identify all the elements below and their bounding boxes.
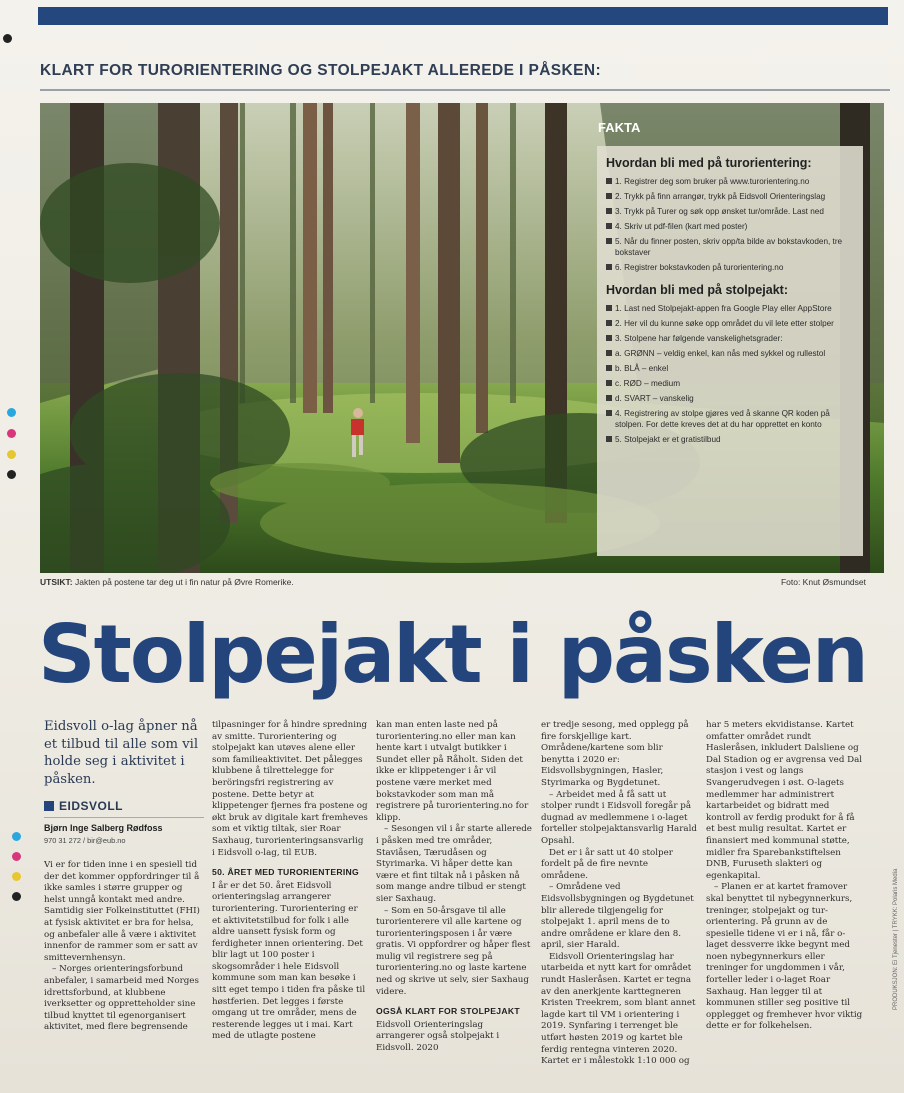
fakta-list-item: 2. Her vil du kunne søke opp området du vil lete etter stolper	[606, 318, 854, 329]
fakta-list-item: 3. Trykk på Turer og søk opp ønsket tur/område. Last ned	[606, 206, 854, 217]
body-paragraph: Eidsvoll Orienteringslag arrangerer også stolpejakt i Eidsvoll. 2020	[376, 1019, 500, 1054]
fakta-list-item: a. GRØNN – veldig enkel, kan nås med sykkel og rullestol	[606, 348, 854, 359]
dateline-marker	[44, 801, 54, 811]
article-column-5	[706, 720, 864, 1033]
body-paragraph: – Som en 50-årsgave til alle turorienterere vil alle kartene og turorienteringsposen i år være gratis. Vi oppfordrer og håper flest mulig vil registrere seg på turorientering.no og laste kartene ned og skrive ut selv, sier Saxhaug videre.	[376, 905, 531, 997]
registration-dot-yellow-2	[12, 872, 21, 881]
fakta-turorientering-title: Hvordan bli med på turorientering:	[606, 156, 812, 170]
article-column-3	[376, 720, 532, 1055]
body-paragraph: har 5 meters ekvidistanse. Kartet omfatter området rundt Hasleråsen, inkludert Dalsliene og Dal Stadion og er avgrensa ved Dal stasjon i vest og langs Svangerudvegen i øst. O-lagets medlemmer har administrert kartarbeidet og bidratt med kontroll av ferdig produkt for å få et best mulig resultat. Kartet er finansiert med kommunal støtte, midler fra Sparebankstiftelsen DNB, Furuseth slakteri og egenkapital.	[706, 720, 863, 881]
fakta-box	[597, 146, 863, 556]
body-paragraph: – Planen er at kartet framover skal benyttet til nybegynnerkurs, treninger, stolpejakt og tur-orientering. På grunn av de spesielle tidene vi er i nå, får o-laget dessverre ikke begynt med noen nybegynnerkurs eller treninger for ungdommen i vår, forteller leder i o-laget Roar Saxhaug. Han legger til at kommunen stiller seg positive til opplegget og fremhever hvor viktig dette er for folkehelsen.	[706, 882, 863, 1032]
body-paragraph: tilpasninger for å hindre spredning av smitte. Turorientering og stolpejakt kan utøves alene eller som familieaktivitet. Det pålegges klubbene å tilrettelegge for beröringsfri registrering av postene. Dette betyr at klippetenger fjernes fra postene og økt bruk av digitale kart fremheves som et viktig tiltak, sier Roar Saxhaug, turorienteringsansvarlig i Eidsvoll o-lag, til EUB.	[212, 720, 368, 858]
fakta-list-item: 4. Registrering av stolpe gjøres ved å skanne QR koden på stolpen. For dette kreves det at du har opprettet en konto	[606, 408, 854, 430]
article-column-1	[44, 860, 204, 1034]
body-paragraph: Eidsvoll Orienteringslag har utarbeida et nytt kart for området rundt Hasleråsen. Kartet er tegna av den anerkjente karttegneren Kristen Treekrem, som blant annet lagde kart til VM i orientering i 2019. Synfaring i terrenget ble utført høsten 2019 og kartet ble ferdig rentegna vinteren 2020. Kartet er i målestokk 1:10 000 og	[541, 951, 696, 1067]
body-paragraph: – Sesongen vil i år starte allerede i påsken med tre områder, Staviåsen, Tærudåsen og Styrimarka. Vi håper dette kan være et fint tiltak nå i påsken nå som mange andre tilbud er stengt sier Saxhaug.	[376, 824, 532, 904]
registration-dot-black	[3, 34, 12, 43]
fakta-label: FAKTA	[598, 120, 641, 135]
fakta-list-item: 2. Trykk på finn arrangør, trykk på Eidsvoll Orienteringslag	[606, 191, 854, 202]
body-paragraph: Det er i år satt ut 40 stolper fordelt på de fire nevnte områdene.	[541, 847, 673, 881]
body-paragraph: – Norges orienteringsforbund anbefaler, i samarbeid med Norges idrettsforbund, at klubbene iverksetter og oppretteholder sine tilbud knyttet til egenorganisert aktivitet, med flere begrensende	[44, 964, 199, 1033]
subheading: OGSÅ KLART FOR STOLPEJAKT	[376, 1006, 520, 1017]
photo-caption-label: UTSIKT:	[40, 577, 73, 587]
body-paragraph: – Områdene ved Eidsvollsbygningen og Bygdetunet blir allerede tilgjengelig for stolpejakt 1. april mens de to andre områdene er klare den 8. april, sier Harald.	[541, 882, 694, 951]
kicker-rule	[40, 89, 890, 91]
ingress: Eidsvoll o-lag åpner nå et tilbud til alle som vil holde seg i aktivitet i påsken.	[44, 719, 199, 787]
subheading: 50. ÅRET MED TURORIENTERING	[212, 867, 360, 878]
article-column-2	[212, 720, 368, 1043]
author-name: Bjørn Inge Salberg Rødfoss	[44, 823, 163, 833]
fakta-list-item: c. RØD – medium	[606, 378, 854, 389]
registration-dot-black-2	[7, 470, 16, 479]
fakta-list-item: 3. Stolpene har følgende vanskelighetsgrader:	[606, 333, 854, 344]
article-column-4	[541, 720, 697, 1068]
fakta-stolpejakt-list	[606, 303, 854, 445]
fakta-stolpejakt-title: Hvordan bli med på stolpejakt:	[606, 283, 788, 297]
fakta-list-item: 6. Registrer bokstavkoden på turorientering.no	[606, 262, 854, 273]
top-color-bar	[38, 7, 888, 25]
body-paragraph: Vi er for tiden inne i en spesiell tid der det kommer oppfordringer til å ikke samles i større grupper og helst unngå kontakt med andre. Samtidig sier Folkeinstituttet (FHI) at fysisk aktivitet er bra for helsa, og anbefaler alle å være i aktivitet innenfor de rammer som er satt av smittevernhensyn.	[44, 860, 200, 963]
registration-dot-yellow	[7, 450, 16, 459]
photo-caption-text: Jakten på postene tar deg ut i fin natur på Øvre Romerike.	[74, 577, 294, 587]
dateline-text: EIDSVOLL	[59, 799, 124, 813]
fakta-list-item: 5. Når du finner posten, skriv opp/ta bilde av bokstavkoden, tre bokstaver	[606, 236, 854, 258]
fakta-list-item: 4. Skriv ut pdf-filen (kart med poster)	[606, 221, 854, 232]
kicker-heading: KLART FOR TURORIENTERING OG STOLPEJAKT ALLEREDE I PÅSKEN:	[40, 62, 602, 79]
body-paragraph: – Arbeidet med å få satt ut stolper rundt i Eidsvoll foregår på dugnad av medlemmene i o-laget forteller stolpejaktansvarlig Harald Opsahl.	[541, 789, 697, 846]
registration-dot-cyan	[7, 408, 16, 417]
headline: Stolpejakt i påsken	[38, 608, 867, 701]
registration-dot-magenta-2	[12, 852, 21, 861]
photo-caption	[40, 577, 294, 587]
fakta-turorientering-list	[606, 176, 854, 273]
registration-dot-magenta	[7, 429, 16, 438]
fakta-list-item: b. BLÅ – enkel	[606, 363, 854, 374]
fakta-list-item: d. SVART – vanskelig	[606, 393, 854, 404]
author-contact: 970 31 272 / bir@eub.no	[44, 836, 126, 845]
dateline-rule	[44, 817, 204, 818]
photo-credit: Foto: Knut Øsmundset	[780, 577, 866, 587]
registration-dot-black-3	[12, 892, 21, 901]
fakta-list-item: 5. Stolpejakt er et gratistilbud	[606, 434, 854, 445]
body-paragraph: er tredje sesong, med opplegg på fire forskjellige kart. Områdene/kartene som blir benytta i 2020 er: Eidsvollsbygningen, Hasler, Styrimarka og Bygdetunet.	[541, 720, 689, 788]
fakta-list-item: 1. Last ned Stolpejakt-appen fra Google Play eller AppStore	[606, 303, 854, 314]
body-paragraph: kan man enten laste ned på turorientering.no eller man kan hente kart i utvalgt butikker i Sundet eller på Råholt. Siden det ikke er klippetenger i år vil postene være merket med bokstavkoder som man må registrere på turorientering.no for klipp.	[376, 720, 529, 823]
side-production-note: PRODUKSJON: Ei Tjenester | TRYKK: Polaris Media	[893, 868, 899, 1010]
fakta-list-item: 1. Registrer deg som bruker på www.turorientering.no	[606, 176, 854, 187]
dateline	[44, 799, 123, 813]
body-paragraph: I år er det 50. året Eidsvoll orienteringslag arrangerer turorientering. Turorientering er et aktivitetstilbud for folk i alle aldre uansett fysisk form og ferdigheter innen orientering. Det blir lagt ut 100 poster i skogsområder i hele Eidsvoll kommune som man kan besøke i sitt eget tempo i tiden fra påske til høstferien. Det legges i første omgang ut tre områder, mens de resterende legges ut i mai. Kart med de utlagte postene	[212, 880, 366, 1042]
registration-dot-cyan-2	[12, 832, 21, 841]
